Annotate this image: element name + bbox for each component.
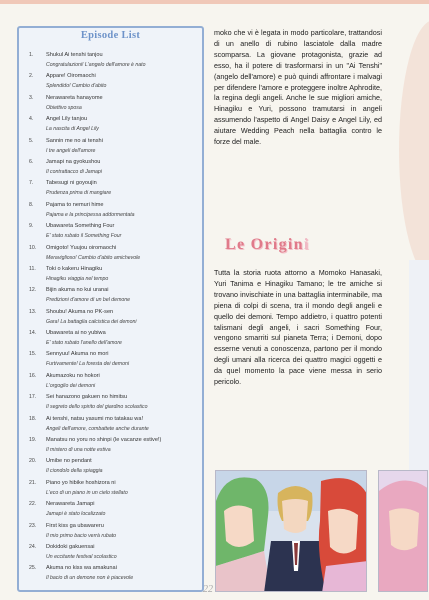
episode-japanese-title: Shoubu! Akuma no PK-sen xyxy=(46,308,114,315)
episode-italian-title: Il segreto dello spirito del giardino scolastico xyxy=(46,404,148,411)
episode-japanese-title: Ubawareta ai no yubiwa xyxy=(46,330,106,337)
episode-number: 10. xyxy=(29,244,37,251)
episode-number: 25. xyxy=(29,565,37,572)
episode-number: 19. xyxy=(29,437,37,444)
episode-item xyxy=(29,264,201,285)
episode-japanese-title: Tabesugi ni goyoujin xyxy=(46,180,97,187)
episode-japanese-title: Nerawareta hanayome xyxy=(46,94,103,101)
episode-italian-title: Il bacio di un demone non è piacevole xyxy=(46,575,134,582)
episode-item xyxy=(29,221,201,242)
episode-japanese-title: Manatsu no yoru no shinpi (le vacanze estive!) xyxy=(46,437,162,444)
episode-item xyxy=(29,136,201,157)
episode-number: 21. xyxy=(29,479,37,486)
episode-item xyxy=(29,307,201,328)
episode-number: 20. xyxy=(29,458,37,465)
episode-list-title: Episode List xyxy=(80,30,141,41)
episode-italian-title: I tre angeli dell'amore xyxy=(46,147,96,154)
top-edge-stripe xyxy=(0,0,429,4)
episode-number: 3. xyxy=(29,94,34,101)
section-title-tail: i xyxy=(303,236,310,253)
origins-paragraph xyxy=(214,268,382,388)
episode-item xyxy=(29,499,201,520)
episode-item xyxy=(29,521,201,542)
episode-italian-title: Furtivamente! La foresta dei demoni xyxy=(46,361,130,368)
episode-italian-title: Angeli dell'amore, combattete anche durante xyxy=(46,425,149,432)
episode-number: 7. xyxy=(29,180,34,187)
episode-number: 8. xyxy=(29,201,34,208)
episode-number: 13. xyxy=(29,308,37,315)
page-number: 22 xyxy=(203,584,213,595)
episode-number: 11. xyxy=(29,265,36,272)
episode-item xyxy=(29,542,201,563)
episode-italian-title: L'eco di un piano in un cielo stellato xyxy=(46,489,128,496)
episode-italian-title: Un eccitante festival scolastico xyxy=(46,553,117,560)
episode-italian-title: Predizioni d'amore di un bel demone xyxy=(46,297,131,304)
episode-number: 16. xyxy=(29,372,37,379)
episode-italian-title: L'orgoglio dei demoni xyxy=(46,382,96,389)
episode-italian-title: Obiettivo sposa xyxy=(46,104,82,111)
episode-item xyxy=(29,478,201,499)
section-title-main: Le Origin xyxy=(225,236,304,253)
episode-item xyxy=(29,563,201,584)
paragraph-1: moko che vi è legata in modo particolare, trattandosi di un anello di rubino lasciatole dalla madre scomparsa. La giovane protagonista, grazie ad esso, ha il potere di trasformarsi in un "Ai Tenshi" (angelo dell'amore) e può quindi affrontare i malvagi per difendere l'amore e proteggere inoltre Aphrodite, la regina degli angeli. Anche le sue migliori amiche, Hinagiku e Yuri, possono tramutarsi in angeli assumendo l'aspetto di Angel Daisy e Angel Lily, ed aiutare Wedding Peach nella battaglia contro le forze del male. xyxy=(214,28,382,147)
intro-paragraph xyxy=(214,28,382,148)
episode-japanese-title: Dokidoki gakuensai xyxy=(46,543,95,550)
episode-item xyxy=(29,93,201,114)
episode-item xyxy=(29,349,201,370)
episode-item xyxy=(29,328,201,349)
episode-number: 2. xyxy=(29,73,34,80)
episode-italian-title: Il ciondolo della spiaggia xyxy=(46,468,103,475)
episode-japanese-title: Sannin me no ai tenshi xyxy=(46,137,103,144)
episode-number: 4. xyxy=(29,116,34,123)
episode-italian-title: Il contrattacco di Jamapi xyxy=(46,168,102,175)
episode-japanese-title: Akumazoku no hokori xyxy=(46,372,100,379)
anime-scene-drawing xyxy=(216,471,367,592)
episode-japanese-title: Ai tenshi, natsu yasumi mo tatakau wa! xyxy=(46,415,144,422)
episode-item xyxy=(29,456,201,477)
episode-item xyxy=(29,200,201,221)
episode-japanese-title: Angel Lily tanjou xyxy=(46,116,88,123)
episode-japanese-title: Sennyuu! Akuma no mori xyxy=(46,351,109,358)
episode-item xyxy=(29,414,201,435)
episode-number: 15. xyxy=(29,351,37,358)
episode-item xyxy=(29,178,201,199)
episode-italian-title: La nascita di Angel Lily xyxy=(46,126,99,133)
episode-item xyxy=(29,50,201,71)
episode-item xyxy=(29,114,201,135)
episode-item xyxy=(29,243,201,264)
episode-italian-title: Meraviglioso! Cambio d'abito amichevole xyxy=(46,254,141,261)
section-title-origins xyxy=(225,236,310,254)
episode-number: 14. xyxy=(29,330,37,337)
episode-japanese-title: Shukul Ai tenshi tanjou xyxy=(46,52,103,58)
episode-japanese-title: Bijin akuma no kui uranai xyxy=(46,287,109,294)
episode-italian-title: Congratulazioni! L'angelo dell'amore è nato xyxy=(46,62,146,68)
episode-number: 6. xyxy=(29,158,34,165)
episode-italian-title: Gara! La battaglia calcistica dei demoni xyxy=(46,318,137,325)
episode-item xyxy=(29,435,201,456)
episode-italian-title: E' stato rubato il Something Four xyxy=(46,233,122,240)
anime-scene-drawing-2 xyxy=(379,471,428,592)
episode-number: 12. xyxy=(29,287,37,294)
episode-number: 1. xyxy=(29,52,34,58)
episode-number: 24. xyxy=(29,543,37,550)
episode-italian-title: Il mio primo bacio verrà rubato xyxy=(46,532,117,539)
episode-number: 17. xyxy=(29,394,37,401)
episode-japanese-title: Omigoto! Yuujou oiromaochi xyxy=(46,244,117,251)
episode-japanese-title: Jamapi na gyokushou xyxy=(46,158,101,165)
episode-japanese-title: Ubawareta Something Four xyxy=(46,223,115,230)
episode-japanese-title: Appare! Oiromaochi xyxy=(46,73,96,80)
episode-italian-title: Prudenza prima di mangiare xyxy=(46,190,112,197)
episode-japanese-title: First kiss ga ubawareru xyxy=(46,522,104,529)
paragraph-2: Tutta la storia ruota attorno a Momoko Hanasaki, Yuri Tanima e Hinagiku Tamano; le tre amiche si trovano invischiate in una battaglia interminabile, ma piena di colpi di scena, tra il mondo degli angeli e quello dei demoni. Tempo addietro, i quattro potenti talismani degli angeli, i sacri Something Four, vengono smarriti sul pianeta Terra; i Demoni, dopo esserne venuti a conoscenza, partono per il mondo degli umani alla ricerca dei quattro magici oggetti e da quel momento la pace viene messa in serio pericolo. xyxy=(214,268,382,387)
episode-japanese-title: Pajama to nemuri hime xyxy=(46,201,104,208)
episode-italian-title: Pajama e la principessa addormentata xyxy=(46,211,135,218)
episode-item xyxy=(29,157,201,178)
episode-japanese-title: Toki o kakeru Hinagiku xyxy=(46,265,103,272)
episode-italian-title: E' stato rubato l'anello dell'amore xyxy=(46,340,122,347)
episode-number: 23. xyxy=(29,522,37,529)
episode-japanese-title: Nerawareta Jamapi xyxy=(46,501,95,508)
episode-item xyxy=(29,71,201,92)
episode-number: 18. xyxy=(29,415,37,422)
anime-illustration-partial xyxy=(378,470,428,592)
episode-italian-title: Hinagiku viaggia nel tempo xyxy=(46,275,109,282)
episode-list xyxy=(29,50,201,585)
episode-item xyxy=(29,392,201,413)
episode-italian-title: Il mistero di una notte estiva xyxy=(46,447,111,454)
episode-japanese-title: Sei hanazono gakuen no himitsu xyxy=(46,394,128,401)
anime-illustration xyxy=(215,470,367,592)
episode-japanese-title: Piano yo hibike hoshizora ni xyxy=(46,479,116,486)
episode-item xyxy=(29,371,201,392)
episode-japanese-title: Akuma no kiss wa amakunai xyxy=(46,565,117,572)
episode-italian-title: Jamapi è stato localizzato xyxy=(46,511,106,518)
episode-number: 22. xyxy=(29,501,37,508)
episode-number: 5. xyxy=(29,137,34,144)
episode-japanese-title: Umibe no pendant xyxy=(46,458,92,465)
episode-number: 9. xyxy=(29,223,34,230)
episode-italian-title: Splendido! Cambio d'abito xyxy=(46,83,107,90)
episode-list-box xyxy=(17,26,204,592)
episode-item xyxy=(29,285,201,306)
decorative-curl xyxy=(399,20,429,280)
